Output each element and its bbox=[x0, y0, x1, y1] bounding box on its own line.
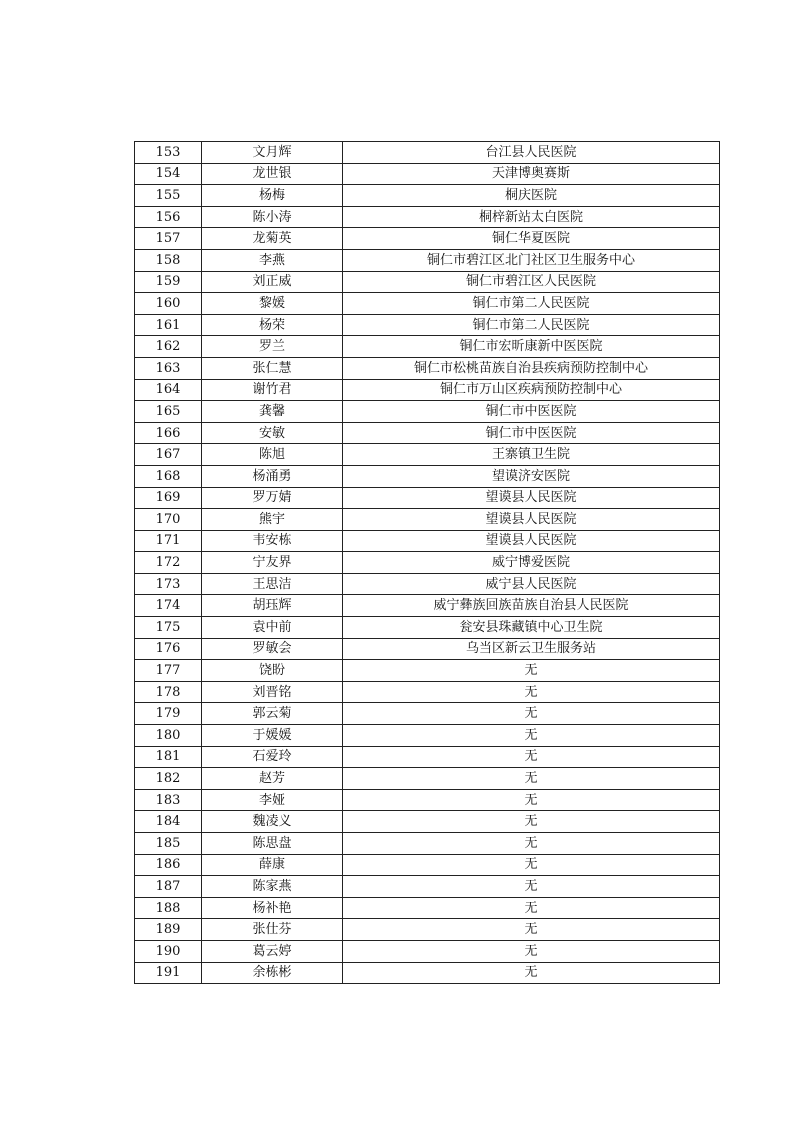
organization-cell: 威宁县人民医院 bbox=[343, 573, 720, 595]
table-row bbox=[135, 487, 720, 509]
person-name-cell: 熊宇 bbox=[202, 509, 343, 531]
person-name-cell: 陈家燕 bbox=[202, 876, 343, 898]
row-number-cell: 187 bbox=[135, 876, 202, 898]
person-name-cell: 杨梅 bbox=[202, 185, 343, 207]
table-row bbox=[135, 465, 720, 487]
row-number-cell: 170 bbox=[135, 509, 202, 531]
table-row bbox=[135, 962, 720, 984]
organization-cell: 铜仁市万山区疾病预防控制中心 bbox=[343, 379, 720, 401]
person-name-cell: 陈旭 bbox=[202, 444, 343, 466]
row-number-cell: 177 bbox=[135, 660, 202, 682]
organization-cell: 无 bbox=[343, 660, 720, 682]
organization-cell: 瓮安县珠藏镇中心卫生院 bbox=[343, 617, 720, 639]
row-number-cell: 179 bbox=[135, 703, 202, 725]
row-number-cell: 165 bbox=[135, 401, 202, 423]
row-number-cell: 181 bbox=[135, 746, 202, 768]
table-row bbox=[135, 876, 720, 898]
row-number-cell: 186 bbox=[135, 854, 202, 876]
organization-cell: 无 bbox=[343, 746, 720, 768]
row-number-cell: 175 bbox=[135, 617, 202, 639]
person-name-cell: 谢竹君 bbox=[202, 379, 343, 401]
organization-cell: 无 bbox=[343, 940, 720, 962]
organization-cell: 无 bbox=[343, 789, 720, 811]
table-row bbox=[135, 573, 720, 595]
table-row bbox=[135, 725, 720, 747]
organization-cell: 铜仁市第二人民医院 bbox=[343, 314, 720, 336]
organization-cell: 天津博奥赛斯 bbox=[343, 163, 720, 185]
person-name-cell: 文月辉 bbox=[202, 142, 343, 164]
table-row bbox=[135, 444, 720, 466]
person-name-cell: 宁友界 bbox=[202, 552, 343, 574]
row-number-cell: 182 bbox=[135, 768, 202, 790]
table-row bbox=[135, 509, 720, 531]
person-name-cell: 石爱玲 bbox=[202, 746, 343, 768]
table-row bbox=[135, 919, 720, 941]
person-name-cell: 薛康 bbox=[202, 854, 343, 876]
organization-cell: 无 bbox=[343, 897, 720, 919]
table-row bbox=[135, 681, 720, 703]
row-number-cell: 160 bbox=[135, 293, 202, 315]
table-row bbox=[135, 789, 720, 811]
table-row bbox=[135, 595, 720, 617]
person-name-cell: 罗万婧 bbox=[202, 487, 343, 509]
person-name-cell: 陈思盘 bbox=[202, 833, 343, 855]
person-name-cell: 郭云菊 bbox=[202, 703, 343, 725]
row-number-cell: 190 bbox=[135, 940, 202, 962]
row-number-cell: 156 bbox=[135, 206, 202, 228]
person-name-cell: 杨补艳 bbox=[202, 897, 343, 919]
organization-cell: 望谟县人民医院 bbox=[343, 530, 720, 552]
row-number-cell: 169 bbox=[135, 487, 202, 509]
row-number-cell: 174 bbox=[135, 595, 202, 617]
row-number-cell: 189 bbox=[135, 919, 202, 941]
table-row bbox=[135, 336, 720, 358]
organization-cell: 威宁博爱医院 bbox=[343, 552, 720, 574]
organization-cell: 无 bbox=[343, 811, 720, 833]
organization-cell: 无 bbox=[343, 854, 720, 876]
organization-cell: 铜仁市中医医院 bbox=[343, 422, 720, 444]
table-row bbox=[135, 163, 720, 185]
organization-cell: 无 bbox=[343, 876, 720, 898]
person-name-cell: 刘正威 bbox=[202, 271, 343, 293]
table-row bbox=[135, 142, 720, 164]
table-row bbox=[135, 206, 720, 228]
table-row bbox=[135, 249, 720, 271]
person-name-cell: 刘晋铭 bbox=[202, 681, 343, 703]
row-number-cell: 168 bbox=[135, 465, 202, 487]
table-row bbox=[135, 746, 720, 768]
organization-cell: 无 bbox=[343, 919, 720, 941]
organization-cell: 无 bbox=[343, 725, 720, 747]
table-row bbox=[135, 811, 720, 833]
row-number-cell: 166 bbox=[135, 422, 202, 444]
table-row bbox=[135, 897, 720, 919]
roster-table-body bbox=[135, 142, 720, 984]
table-row bbox=[135, 228, 720, 250]
person-name-cell: 杨涌勇 bbox=[202, 465, 343, 487]
organization-cell: 铜仁市第二人民医院 bbox=[343, 293, 720, 315]
row-number-cell: 161 bbox=[135, 314, 202, 336]
table-row bbox=[135, 314, 720, 336]
person-name-cell: 李燕 bbox=[202, 249, 343, 271]
row-number-cell: 154 bbox=[135, 163, 202, 185]
person-name-cell: 罗敏会 bbox=[202, 638, 343, 660]
organization-cell: 铜仁市宏昕康新中医医院 bbox=[343, 336, 720, 358]
table-row bbox=[135, 422, 720, 444]
person-name-cell: 龙世银 bbox=[202, 163, 343, 185]
person-name-cell: 袁中前 bbox=[202, 617, 343, 639]
row-number-cell: 173 bbox=[135, 573, 202, 595]
row-number-cell: 153 bbox=[135, 142, 202, 164]
person-name-cell: 胡珏辉 bbox=[202, 595, 343, 617]
row-number-cell: 183 bbox=[135, 789, 202, 811]
person-name-cell: 龙菊英 bbox=[202, 228, 343, 250]
person-name-cell: 龚馨 bbox=[202, 401, 343, 423]
organization-cell: 王寨镇卫生院 bbox=[343, 444, 720, 466]
organization-cell: 无 bbox=[343, 703, 720, 725]
person-name-cell: 罗兰 bbox=[202, 336, 343, 358]
organization-cell: 桐庆医院 bbox=[343, 185, 720, 207]
table-row bbox=[135, 854, 720, 876]
person-name-cell: 张仕芬 bbox=[202, 919, 343, 941]
row-number-cell: 188 bbox=[135, 897, 202, 919]
organization-cell: 无 bbox=[343, 833, 720, 855]
person-name-cell: 陈小涛 bbox=[202, 206, 343, 228]
organization-cell: 铜仁市碧江区人民医院 bbox=[343, 271, 720, 293]
person-name-cell: 韦安栋 bbox=[202, 530, 343, 552]
row-number-cell: 159 bbox=[135, 271, 202, 293]
person-name-cell: 饶盼 bbox=[202, 660, 343, 682]
table-row bbox=[135, 768, 720, 790]
organization-cell: 无 bbox=[343, 768, 720, 790]
person-name-cell: 葛云婷 bbox=[202, 940, 343, 962]
table-row bbox=[135, 638, 720, 660]
person-name-cell: 王思洁 bbox=[202, 573, 343, 595]
organization-cell: 无 bbox=[343, 681, 720, 703]
person-name-cell: 黎媛 bbox=[202, 293, 343, 315]
organization-cell: 乌当区新云卫生服务站 bbox=[343, 638, 720, 660]
row-number-cell: 171 bbox=[135, 530, 202, 552]
organization-cell: 铜仁市碧江区北门社区卫生服务中心 bbox=[343, 249, 720, 271]
organization-cell: 铜仁华夏医院 bbox=[343, 228, 720, 250]
table-row bbox=[135, 379, 720, 401]
organization-cell: 望谟县人民医院 bbox=[343, 509, 720, 531]
table-row bbox=[135, 530, 720, 552]
row-number-cell: 155 bbox=[135, 185, 202, 207]
row-number-cell: 164 bbox=[135, 379, 202, 401]
row-number-cell: 158 bbox=[135, 249, 202, 271]
person-name-cell: 李娅 bbox=[202, 789, 343, 811]
table-row bbox=[135, 401, 720, 423]
person-name-cell: 于媛媛 bbox=[202, 725, 343, 747]
row-number-cell: 163 bbox=[135, 357, 202, 379]
table-row bbox=[135, 660, 720, 682]
row-number-cell: 191 bbox=[135, 962, 202, 984]
table-row bbox=[135, 833, 720, 855]
organization-cell: 铜仁市松桃苗族自治县疾病预防控制中心 bbox=[343, 357, 720, 379]
row-number-cell: 185 bbox=[135, 833, 202, 855]
person-name-cell: 安敏 bbox=[202, 422, 343, 444]
row-number-cell: 180 bbox=[135, 725, 202, 747]
person-name-cell: 赵芳 bbox=[202, 768, 343, 790]
table-row bbox=[135, 357, 720, 379]
organization-cell: 望谟济安医院 bbox=[343, 465, 720, 487]
table-row bbox=[135, 703, 720, 725]
table-row bbox=[135, 617, 720, 639]
table-row bbox=[135, 293, 720, 315]
row-number-cell: 184 bbox=[135, 811, 202, 833]
row-number-cell: 172 bbox=[135, 552, 202, 574]
organization-cell: 桐梓新站太白医院 bbox=[343, 206, 720, 228]
roster-table bbox=[134, 141, 720, 984]
organization-cell: 望谟县人民医院 bbox=[343, 487, 720, 509]
row-number-cell: 176 bbox=[135, 638, 202, 660]
person-name-cell: 余栋彬 bbox=[202, 962, 343, 984]
organization-cell: 威宁彝族回族苗族自治县人民医院 bbox=[343, 595, 720, 617]
table-row bbox=[135, 185, 720, 207]
organization-cell: 台江县人民医院 bbox=[343, 142, 720, 164]
table-row bbox=[135, 940, 720, 962]
organization-cell: 无 bbox=[343, 962, 720, 984]
organization-cell: 铜仁市中医医院 bbox=[343, 401, 720, 423]
person-name-cell: 张仁慧 bbox=[202, 357, 343, 379]
person-name-cell: 魏凌义 bbox=[202, 811, 343, 833]
row-number-cell: 178 bbox=[135, 681, 202, 703]
table-row bbox=[135, 552, 720, 574]
table-row bbox=[135, 271, 720, 293]
row-number-cell: 167 bbox=[135, 444, 202, 466]
person-name-cell: 杨荣 bbox=[202, 314, 343, 336]
row-number-cell: 157 bbox=[135, 228, 202, 250]
row-number-cell: 162 bbox=[135, 336, 202, 358]
